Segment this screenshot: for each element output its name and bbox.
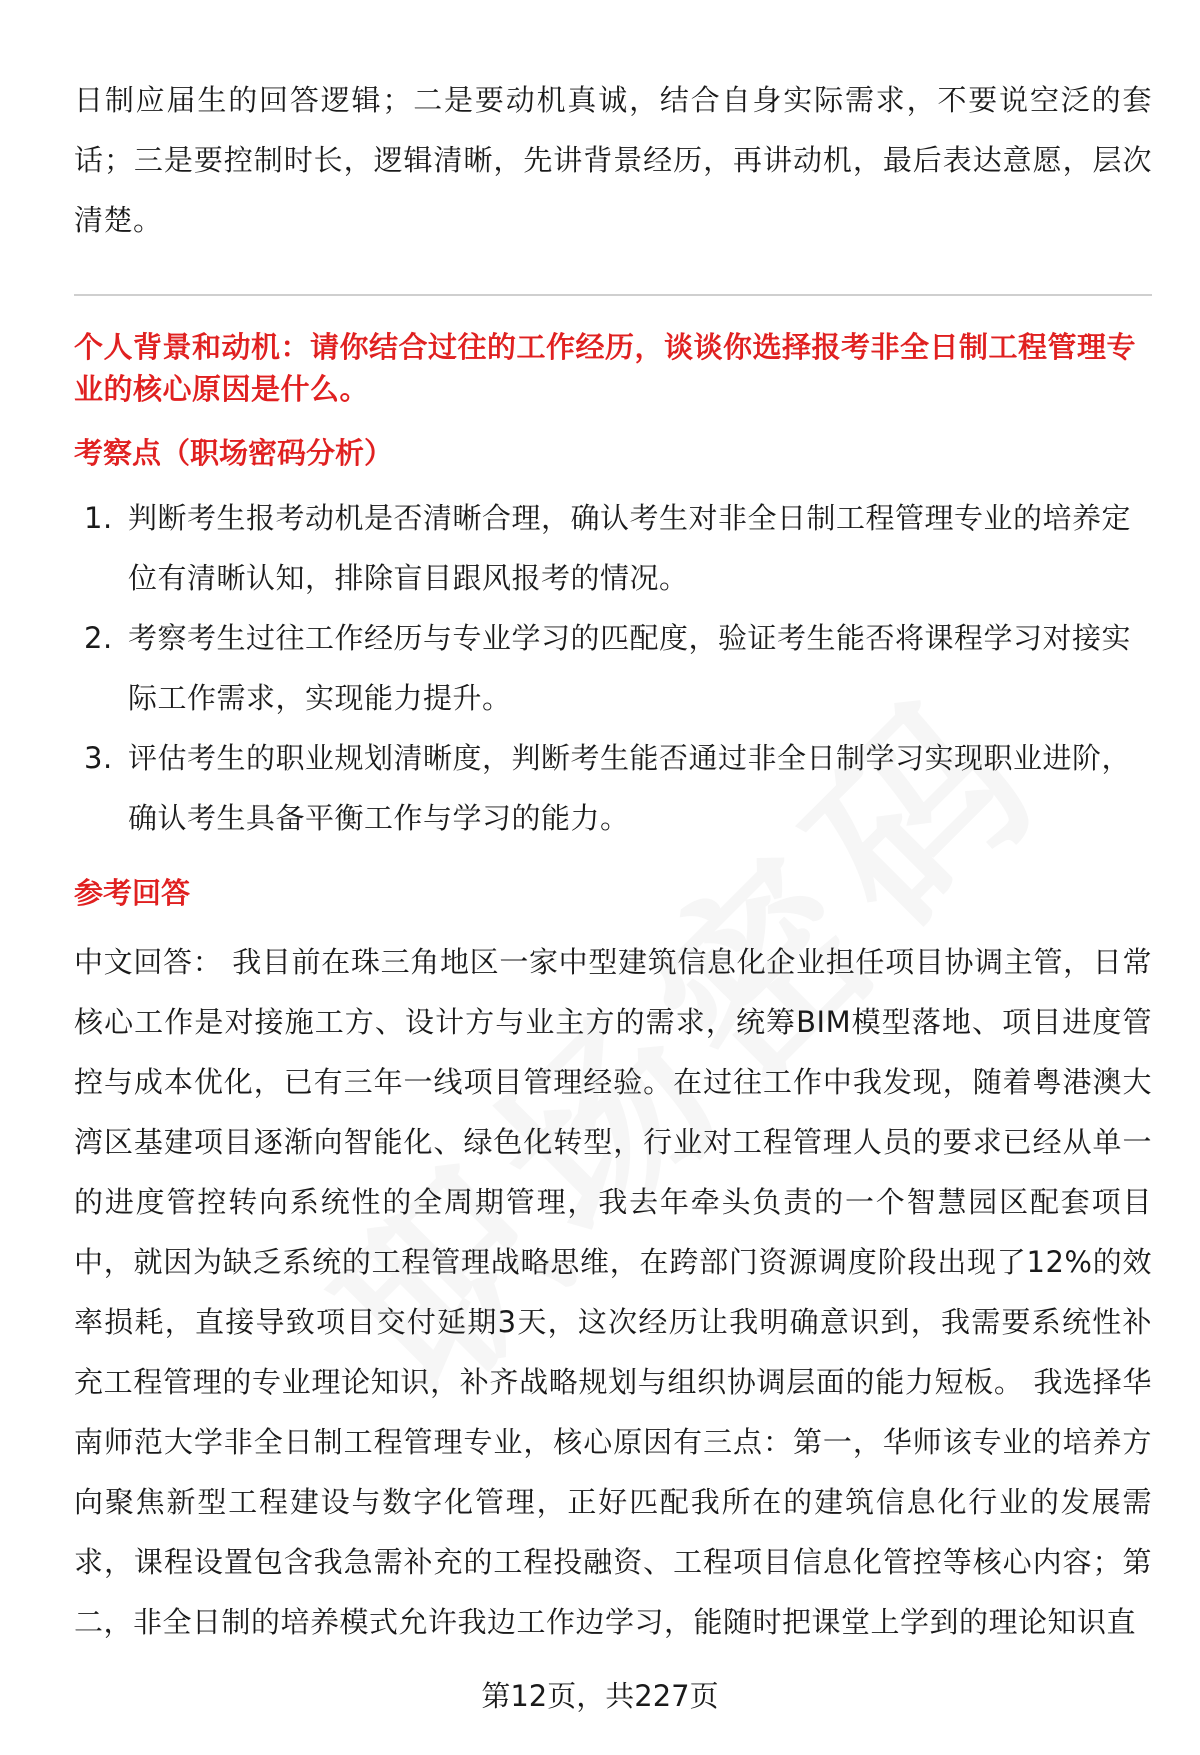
document-page [74, 70, 1152, 1652]
answer-paragraph: 中文回答： 我目前在珠三角地区一家中型建筑信息化企业担任项目协调主管，日常核心工作是对接施工方、设计方与业主方的需求，统筹BIM模型落地、项目进度管控与成本优化，已有三年一线项目管理经验。在过往工作中我发现，随着粤港澳大湾区基建项目逐渐向智能化、绿色化转型，行业对工程管理人员的要求已经从单一的进度管控转向系统性的全周期管理，我去年牵头负责的一个智慧园区配套项目中，就因为缺乏系统的工程管理战略思维，在跨部门资源调度阶段出现了12%的效率损耗，直接导致项目交付延期3天，这次经历让我明确意识到，我需要系统性补充工程管理的专业理论知识，补齐战略规划与组织协调层面的能力短板。 我选择华南师范大学非全日制工程管理专业，核心原因有三点：第一，华师该专业的培养方向聚焦新型工程建设与数字化管理，正好匹配我所在的建筑信息化行业的发展需求，课程设置包含我急需补充的工程投融资、工程项目信息化管控等核心内容；第二，非全日制的培养模式允许我边工作边学习，能随时把课堂上学到的理论知识直 [74, 945, 1152, 1639]
assessment-item [74, 488, 1152, 608]
answer-title: 参考回答 [74, 876, 191, 910]
section-divider [74, 294, 1152, 296]
intro-paragraph: 日制应届生的回答逻辑；二是要动机真诚，结合自身实际需求，不要说空泛的套话；三是要控制时长，逻辑清晰，先讲背景经历，再讲动机，最后表达意愿，层次清楚。 [74, 83, 1152, 237]
assessment-item [74, 728, 1152, 848]
assessment-item [74, 608, 1152, 728]
page-footer: 第12页，共227页 [481, 1679, 719, 1713]
assessment-item-number: 3. [84, 741, 113, 775]
assessment-title: 考察点（职场密码分析） [74, 436, 394, 470]
assessment-item-text: 判断考生报考动机是否清晰合理，确认考生对非全日制工程管理专业的培养定位有清晰认知，排除盲目跟风报考的情况。 [128, 501, 1132, 595]
assessment-item-number: 2. [84, 621, 113, 655]
question-heading: 个人背景和动机：请你结合过往的工作经历，谈谈你选择报考非全日制工程管理专业的核心原因是什么。 [74, 330, 1137, 406]
assessment-list [74, 488, 1152, 848]
assessment-item-text: 评估考生的职业规划清晰度，判断考生能否通过非全日制学习实现职业进阶，确认考生具备平衡工作与学习的能力。 [128, 741, 1132, 835]
assessment-item-text: 考察考生过往工作经历与专业学习的匹配度，验证考生能否将课程学习对接实际工作需求，实现能力提升。 [128, 621, 1132, 715]
assessment-item-number: 1. [84, 501, 113, 535]
